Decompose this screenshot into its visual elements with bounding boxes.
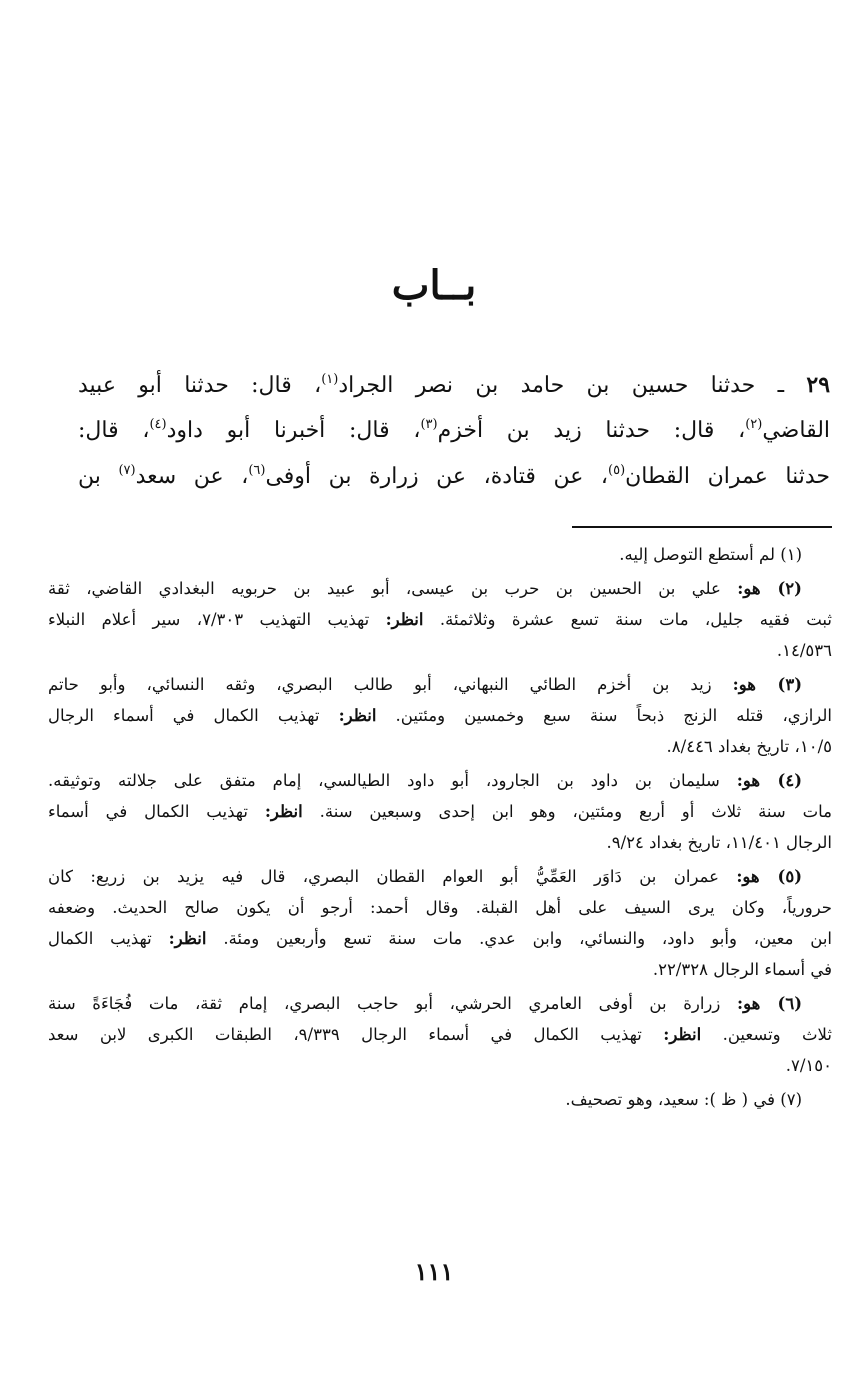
footnotes — [48, 539, 832, 1118]
footnote-ref-6: (٦) — [248, 463, 266, 478]
hadith-number: ٢٩ — [806, 372, 830, 398]
footnote-ref-4: (٤) — [149, 417, 167, 432]
footnote-ref-7: (٧) — [118, 463, 136, 478]
footnote-ref-5: (٥) — [608, 463, 626, 478]
footnote-ref-2: (٢) — [745, 417, 763, 432]
footnote-6: (٦) هو: زرارة بن أوفى العامري الحرشي، أبو حاجب البصري، إمام ثقة، مات فُجَاءَةً سنة ثلاث وتسعين. انظر: تهذيب الكمال في أسماء الرجال ٩/٣٣٩، الطبقات الكبرى لابن سعد ٧/١٥٠. — [48, 994, 832, 1075]
footnote-4: (٤) هو: سليمان بن داود بن الجارود، أبو داود الطيالسي، إمام متفق على جلالته وتوثيقه. مات سنة ثلاث أو أربع ومئتين، وهو ابن إحدى وسبعين سنة. انظر: تهذيب الكمال في أسماء الرجال ١١/٤٠١، تاريخ بغداد ٩/٢٤. — [48, 771, 832, 852]
chapter-heading: بــاب — [391, 262, 477, 309]
hadith-line-2: القاضي$^{(٢)}$، قال: حدثنا زيد بن أخزم$^{(٣)}$، قال: أخبرنا أبو داود$^{(٤)}$، قال: — [78, 417, 830, 443]
hadith-text — [78, 362, 830, 500]
footnote-ref-1: (١) — [321, 372, 339, 387]
footnote-2: (٢) هو: علي بن الحسين بن حرب بن عيسى، أبو عبيد بن حربويه البغدادي القاضي، ثقة ثبت فقيه جليل، مات سنة تسع عشرة وثلاثمئة. انظر: تهذيب التهذيب ٧/٣٠٣، سير أعلام النبلاء ١٤/٥٣٦. — [48, 579, 832, 660]
footnote-7: (٧) في ( ظ ): سعيد، وهو تصحيف. — [565, 1090, 802, 1109]
footnote-ref-3: (٣) — [420, 417, 438, 432]
footnote-3: (٣) هو: زيد بن أخزم الطائي النبهاني، أبو طالب البصري، وثقه النسائي، وأبو حاتم الرازي، قتله الزنج ذبحاً سنة سبع وخمسين ومئتين. انظر: تهذيب الكمال في أسماء الرجال ١٠/٥، تاريخ بغداد ٨/٤٤٦. — [48, 675, 832, 756]
footnote-5: (٥) هو: عمران بن دَاوَر العَمِّيُّ أبو العوام القطان البصري، قال فيه يزيد بن زريع: كان حرورياً، وكان يرى السيف على أهل القبلة. وقال أحمد: أرجو أن يكون صالح الحديث. وضعفه ابن معين، وأبو داود، والنسائي، وابن عدي. مات سنة تسع وأربعين ومئة. انظر: تهذيب الكمال في أسماء الرجال ٢٢/٣٢٨. — [48, 867, 832, 979]
page-number: ١١١ — [414, 1257, 454, 1286]
hadith-line-1: ٢٩ ـ حدثنا حسين بن حامد بن نصر الجراد$^{(١)}$، قال: حدثنا أبو عبيد — [78, 372, 830, 398]
footnote-1: (١) لم أستطع التوصل إليه. — [619, 545, 802, 564]
footnote-separator — [572, 526, 832, 528]
hadith-line-3: حدثنا عمران القطان$^{(٥)}$، عن قتادة، عن زرارة بن أوفى$^{(٦)}$، عن سعد$^{(٧)}$ بن — [78, 463, 830, 489]
